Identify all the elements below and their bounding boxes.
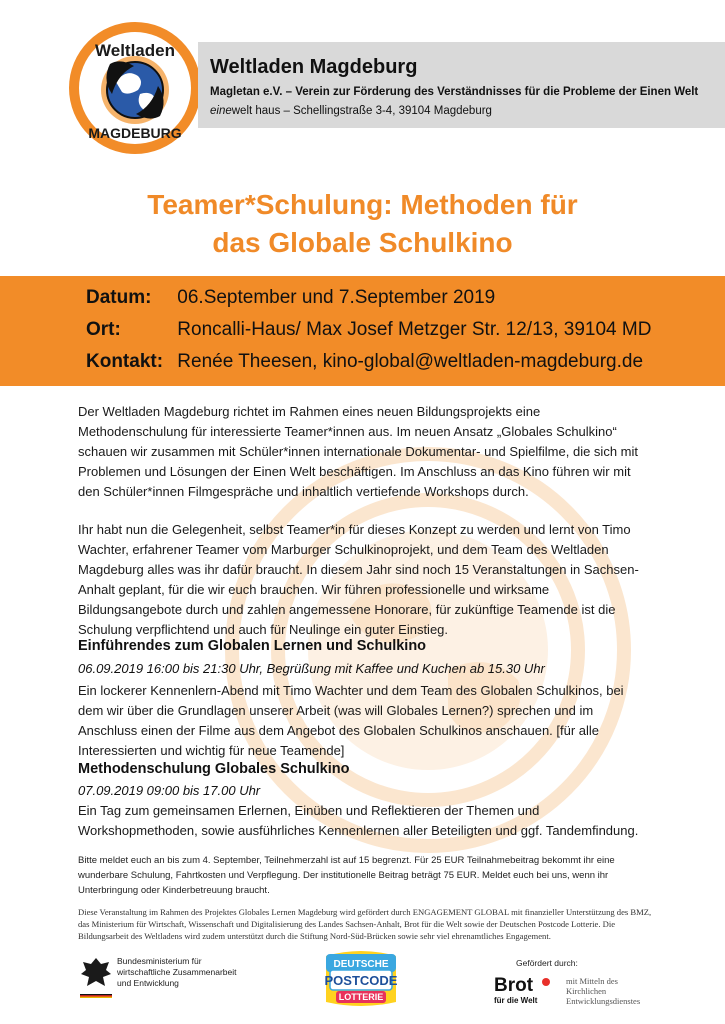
section1-date: 06.09.2019 16:00 bis 21:30 Uhr, Begrüßung mit Kaffee und Kuchen ab 15.30 Uhr (78, 661, 545, 676)
lottery-line-3: LOTTERIE (338, 992, 384, 1002)
funding-text: Diese Veranstaltung im Rahmen des Projektes Globales Lernen Magdeburg wird gefördert durch ENGAGEMENT GLOBAL mit finanzieller Unterstützung des BMZ, das Ministerium für Wirtschaft, Wissenschaft und Digitalisierung des Landes Sachsen-Anhalt, Brot für die Welt sowie der Deutschen Postcode Lotterie. Die Bildungsarbeit des Weltladens wird zudem unterstützt durch die Stiftung Nord-Süd-Brücken sowie sehr viel ehrenamtliches Engagement. (78, 907, 652, 941)
bmz-text (117, 956, 237, 989)
brot-logo-small: für die Welt (494, 996, 538, 1005)
postcode-lotterie-logo-icon (316, 950, 406, 1008)
header-address (210, 105, 492, 117)
registration-note: Bitte meldet euch an bis zum 4. September, Teilnehmerzahl ist auf 15 begrenzt. Für 25 EUR Teilnahmebeitrag bekommt ihr eine wunderbare Schulung, Fahrtkosten und Verpflegung. Der institutionelle Beitrag beträgt 75 EUR. Meldet euch bei uns, wenn ihr Unterbringung oder Kinderbetreuung braucht. (78, 855, 615, 896)
brot-description (566, 976, 640, 1006)
brot-logo (494, 976, 537, 1005)
section1-heading: Einführendes zum Globalen Lernen und Schulkino (78, 638, 427, 654)
brot-logo-big: Brot (494, 975, 534, 996)
logo-top-text: Weltladen (95, 41, 175, 60)
header-title: Weltladen Magdeburg (210, 56, 418, 78)
section2-heading: Methodenschulung Globales Schulkino (78, 761, 350, 777)
title-line-1: Teamer*Schulung: Methoden für (147, 189, 578, 220)
address-rest: welt haus – Schellingstraße 3-4, 39104 Magdeburg (231, 105, 492, 117)
address-italic: eine (210, 105, 232, 117)
info-contact-row (86, 351, 643, 373)
date-value: 06.September und 7.September 2019 (177, 287, 496, 308)
lottery-line-2: POSTCODE (324, 973, 398, 988)
place-value: Roncalli-Haus/ Max Josef Metzger Str. 12/13, 39104 MD (177, 319, 652, 340)
brot-desc-1: mit Mitteln des (566, 976, 618, 986)
place-label: Ort: (86, 319, 121, 340)
intro-paragraph: Der Weltladen Magdeburg richtet im Rahmen eines neuen Bildungsprojekts eine Methodenschulung für interessierte Teamer*innen aus. Im neuen Ansatz „Globales Schulkino“ schauen wir zusammen mit Schüler*innen internationale Dokumentar- und Spielfilme, die sich mit Problemen und Lösungen der Einen Welt beschäftigen. Im Anschluss an das Kino führen wir mit den Schüler*innen Filmgespräche und inhaltlich vertiefende Workshops durch. (78, 404, 638, 499)
weltladen-logo-icon (64, 12, 206, 162)
lottery-line-1: DEUTSCHE (333, 959, 389, 970)
title-line-2: das Globale Schulkino (212, 227, 513, 258)
brot-dot-icon (540, 976, 552, 988)
brot-desc-2: Kirchlichen (566, 986, 607, 996)
details-paragraph: Ihr habt nun die Gelegenheit, selbst Teamer*in für dieses Konzept zu werden und lernt von Timo Wachter, erfahrener Teamer vom Marburger Schulkinoprojekt, und dem Team des Weltladen Magdeburg alles was ihr dafür braucht. In diesem Jahr sind noch 15 Veranstaltungen in Sachsen-Anhalt geplant, für die wir euch brauchen. Wir führen professionelle und wirksame Bildungsangebote durch und zahlen angemessene Honorare, für zukünftige Teamende ist die Schulung verpflichtend und auch für Neulinge ein guter Einstieg. (78, 522, 639, 637)
info-date-row (86, 287, 495, 309)
page-title (0, 186, 725, 262)
date-label: Datum: (86, 287, 152, 308)
bmz-line-2: wirtschaftliche Zusammenarbeit (117, 967, 237, 977)
bmz-line-1: Bundesministerium für (117, 956, 202, 966)
bmz-line-3: und Entwicklung (117, 978, 179, 988)
bmz-eagle-icon (80, 954, 112, 998)
section2-date: 07.09.2019 09:00 bis 17.00 Uhr (78, 783, 261, 798)
header-subtitle: Magletan e.V. – Verein zur Förderung des Verständnisses für die Probleme der Einen Welt (210, 86, 699, 98)
brot-desc-3: Entwicklungsdienstes (566, 996, 641, 1006)
section1-text: Ein lockerer Kennenlern-Abend mit Timo Wachter und dem Team des Globalen Schulkinos, bei dem wir über die Grundlagen unserer Arbeit (was will Globales Lernen?) sprechen und im Anschluss einen der Filme aus dem Angebot des Globalen Schulkinos anschauen. [für alle Interessierten und wichtig für neue Teamende] (78, 683, 624, 758)
contact-value[interactable]: Renée Theesen, kino-global@weltladen-magdeburg.de (177, 351, 644, 372)
info-place-row (86, 319, 651, 341)
section2-text: Ein Tag zum gemeinsamen Erlernen, Einüben und Reflektieren der Themen und Workshopmethoden, sowie ausführliches Kennenlernen aller Beteiligten und ggf. Tandemfindung. (78, 803, 639, 838)
contact-label: Kontakt: (86, 351, 164, 372)
logo-bottom-text: MAGDEBURG (88, 125, 182, 141)
funded-by-label: Gefördert durch: (516, 958, 578, 968)
